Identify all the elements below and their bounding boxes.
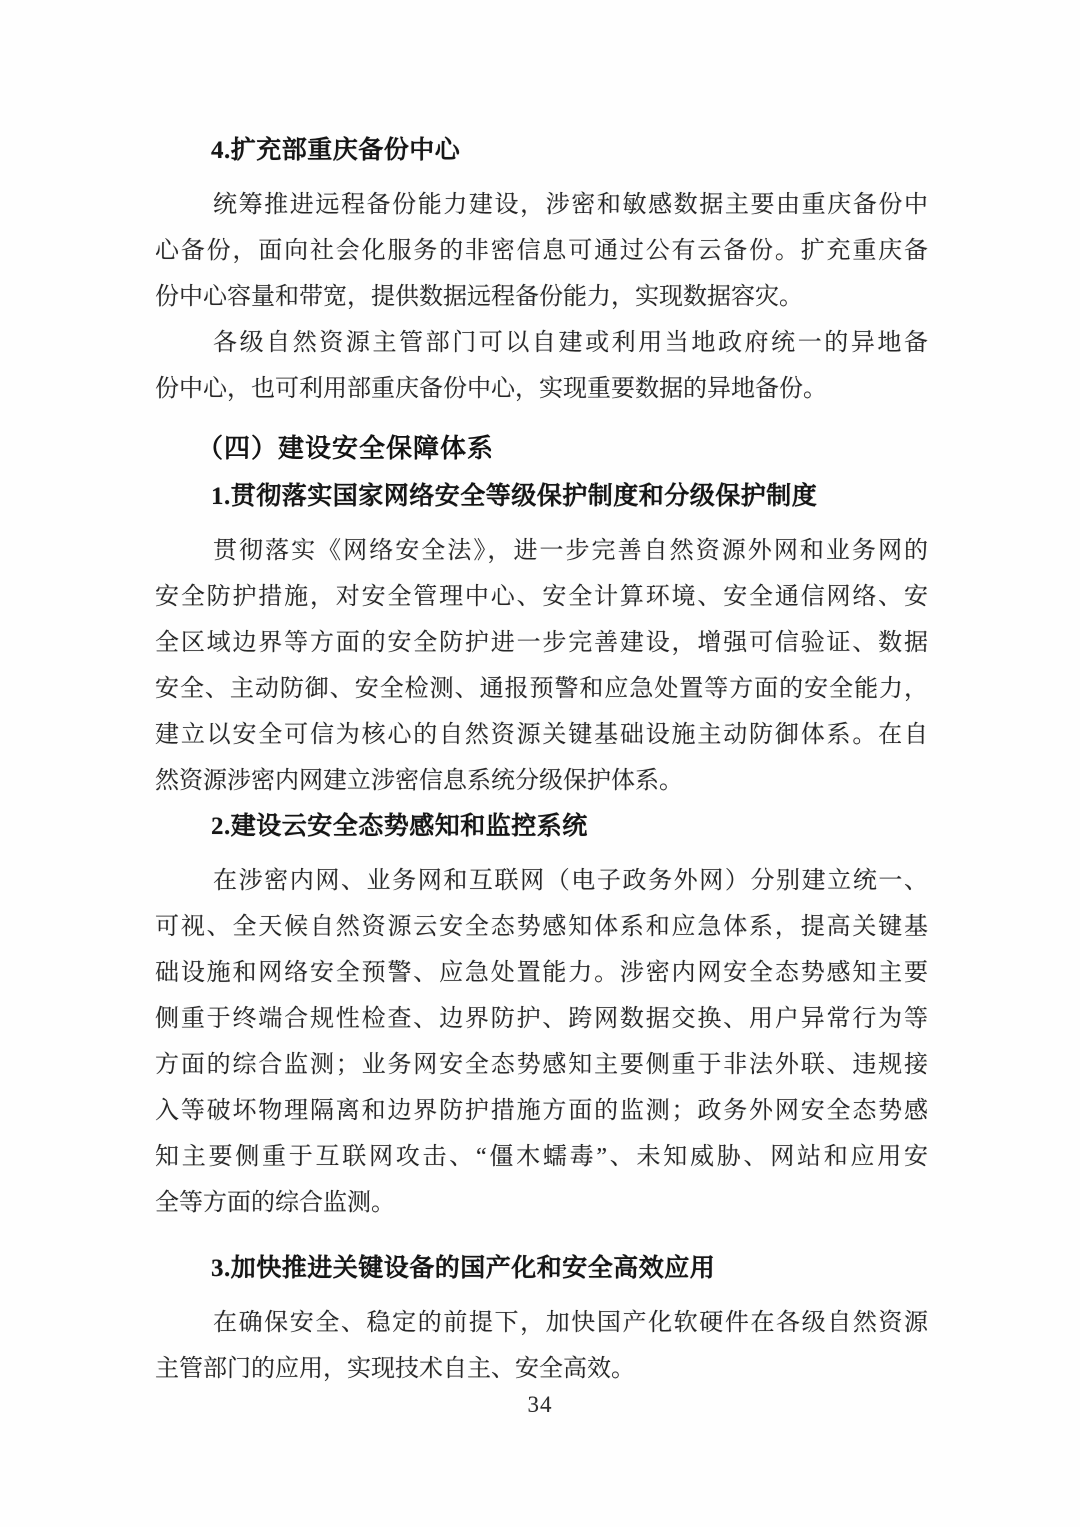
body-line: 可视、全天候自然资源云安全态势感知体系和应急体系，提高关键基 bbox=[155, 914, 928, 940]
body-line: 方面的综合监测；业务网安全态势感知主要侧重于非法外联、违规接 bbox=[155, 1052, 928, 1078]
body-line: 全等方面的综合监测。 bbox=[155, 1190, 395, 1216]
body-line: 主管部门的应用，实现技术自主、安全高效。 bbox=[155, 1356, 635, 1382]
page-number: 34 bbox=[527, 1392, 553, 1417]
body-line: 入等破坏物理隔离和边界防护措施方面的监测；政务外网安全态势感 bbox=[155, 1098, 928, 1124]
body-line: 在确保安全、稳定的前提下，加快国产化软硬件在各级自然资源 bbox=[213, 1310, 928, 1336]
body-line: 在涉密内网、业务网和互联网（电子政务外网）分别建立统一、 bbox=[213, 868, 928, 894]
body-line: 安全、主动防御、安全检测、通报预警和应急处置等方面的安全能力， bbox=[155, 676, 928, 702]
section-heading: （四）建设安全保障体系 bbox=[197, 433, 495, 463]
body-line: 安全防护措施，对安全管理中心、安全计算环境、安全通信网络、安 bbox=[155, 584, 928, 610]
body-line: 然资源涉密内网建立涉密信息系统分级保护体系。 bbox=[155, 768, 683, 794]
subsection-heading: 3.加快推进关键设备的国产化和安全高效应用 bbox=[211, 1255, 716, 1282]
body-line: 侧重于终端合规性检查、边界防护、跨网数据交换、用户异常行为等 bbox=[155, 1006, 928, 1032]
body-line: 建立以安全可信为核心的自然资源关键基础设施主动防御体系。在自 bbox=[155, 722, 928, 748]
document-content bbox=[155, 128, 928, 1392]
body-line: 份中心，也可利用部重庆备份中心，实现重要数据的异地备份。 bbox=[155, 376, 827, 402]
body-line: 份中心容量和带宽，提供数据远程备份能力，实现数据容灾。 bbox=[155, 284, 803, 310]
body-line: 础设施和网络安全预警、应急处置能力。涉密内网安全态势感知主要 bbox=[155, 960, 928, 986]
body-line: 全区域边界等方面的安全防护进一步完善建设，增强可信验证、数据 bbox=[155, 630, 928, 656]
subsection-heading: 4.扩充部重庆备份中心 bbox=[211, 137, 461, 164]
page-footer bbox=[0, 1392, 1080, 1418]
body-line: 知主要侧重于互联网攻击、“僵木蠕毒”、未知威胁、网站和应用安 bbox=[155, 1144, 928, 1170]
body-line: 各级自然资源主管部门可以自建或利用当地政府统一的异地备 bbox=[213, 330, 928, 356]
body-line: 心备份，面向社会化服务的非密信息可通过公有云备份。扩充重庆备 bbox=[155, 238, 928, 264]
subsection-heading: 2.建设云安全态势感知和监控系统 bbox=[211, 813, 588, 840]
body-line: 统筹推进远程备份能力建设，涉密和敏感数据主要由重庆备份中 bbox=[213, 192, 928, 218]
body-line: 贯彻落实《网络安全法》，进一步完善自然资源外网和业务网的 bbox=[213, 538, 928, 564]
subsection-heading: 1.贯彻落实国家网络安全等级保护制度和分级保护制度 bbox=[211, 483, 818, 510]
